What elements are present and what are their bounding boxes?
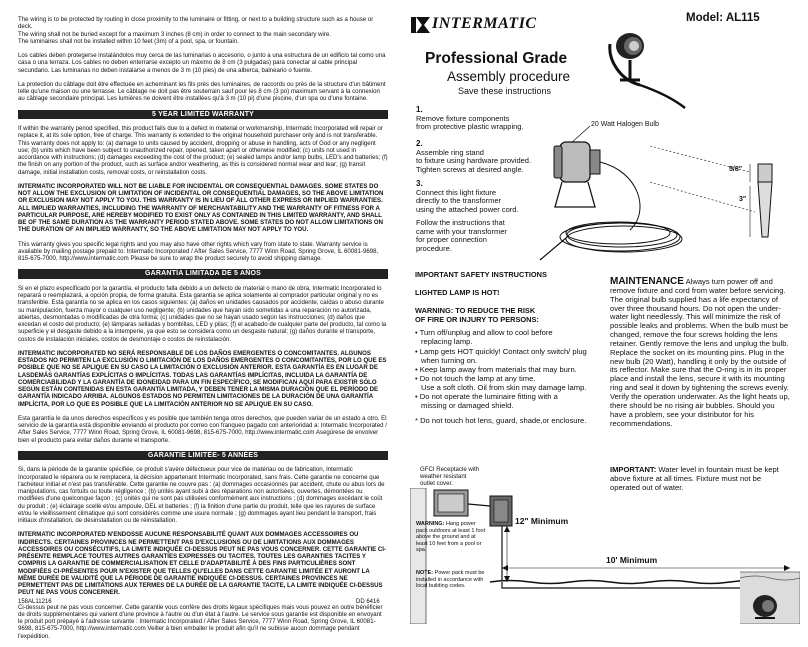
maintenance-body: Always turn power off and remove fixture and cord from water before servicing. The original bulb supplied has a life expectancy of over three thousand hours. Do not open the under-water light needlessly. This will minimize the risk of possible leaks and problems. When the bulb must be changed, remove the four screws holding the lens retainer. Gently remove the lens and unplug the bulb. Replace the socket on its mounting pins. Plug in the new bulb (20 Watt), handling it only by the outside of its reflector. Make sure that the O-ring is in its proper place and install the lens, secure it with its mounting ring and seal it down by tightening the screws evenly. Verify the operation underwater. As the light heats up, there should be no rising air bubbles. Should you have a problem, see your distributor for his recommendations. [610,277,790,428]
bulb-label: 20 Watt Halogen Bulb [591,121,659,128]
warranty-en-service: This warranty gives you specific legal rights and you may also have other rights which vary from state to state. Warranty service is available by mailing postage prepaid to: Intermatic Incorporated / After Sales Service, 7777 Winn Road, Spring Grove, IL 60081-9698, 815-675-7000, http://www.intermatic.com Please be sure to wrap the product securely to avoid shipping damage. [18,240,379,262]
assembly-diagram [500,112,800,262]
safety-last: * Do not touch hot lens, guard, shade,or enclosure. [415,416,587,426]
warranty-column [18,16,388,647]
important-heading: IMPORTANT: [610,465,657,474]
safety-list [415,328,601,410]
brand-name: INTERMATIC [432,15,537,32]
fixture-illustration [600,30,690,120]
gfci-label: GFCI Receptacle with weather resistant outlet cover. [420,466,480,488]
min-12-inch: 12" Minimum [515,516,569,526]
doc-code-right: DD 6416 [356,599,380,605]
dim-five-eighths: 5/8" [729,166,743,173]
maintenance-block [610,278,793,428]
step-1: 1. Remove fixture components from protective plastic wrapping. [416,105,524,132]
page-subtitle: Assembly procedure [447,69,571,84]
warranty-fr-service: Ci-dessus peut ne pas vous concerner. Cette garantie vous confère des droits légaux spécifiques mais vous pouvez en outre bénéficier de droits supplémentaires qui varient d'une province à l'autre ou d'un état à l'autre. Le service sous garantie est disponible en envoyant le produit port prépayé à l'adresse suivante : Intermatic Incorporated / After Sales Service, 7777 Winn Road, Spring Grove, IL 60081-9698, 815-675-7000, http://www.intermatic.com Veiller à bien emballer le produit afin qu'il ne subisse aucun dommage pendant l'expédition. [18,603,383,640]
intermatic-logo [410,14,560,36]
transformer-note: Follow the instructions that came with your transformer for proper connection procedure. [416,218,507,253]
warranty-es-body: Si en el plazo especificado por la garantía, el producto falla debido a un defecto de material o mano de obra, Intermatic Incorporated lo reparará o reemplazará, a opción propia, de forma gratuita. Esta garantía se aplica solamente al comprador particular original y no es transferible. Esta garantía no se aplica en los casos siguientes: (a) daños en unidades causados por accidente, caídas o abuso durante su manipulación, fuerza mayor o cualquier uso negligente; (b) unidades que hayan sido sometidas a una reparación no autorizada, abiertas, desmontadas o modificadas de otra forma; (c) unidades que no se hayan usado según las instrucciones; (d) daños que excedan el costo del producto; (e) lámparas selladas y bombillas, LED y pilas; (f) el acabado de cualquier parte del producto, tal como la superficie y el desgaste debido a la intemperie, ya que esto se considera como un desgaste natural; (g) daños durante el transporte, costos de instalación iniciales, costos de desmontaje o costos de reinstalación. [18,284,387,343]
save-instructions: Save these instructions [458,86,552,96]
safety-instructions [415,270,601,425]
model-number: Model: AL115 [686,12,760,24]
maintenance-heading: MAINTENANCE [610,276,684,287]
warranty-en-body: If within the warranty period specified, this product fails due to a defect in material or workmanship, Intermatic Incorporated will repair or replace it, at its sole option, free of charge. This warranty is extended to the original household purchaser only and is not transferable. This warranty does not apply to: (a) damage to units caused by accident, dropping or abuse in handling, acts of God or any negligent use; (b) units which have been subject to unauthorized repair, opened, taken apart or otherwise modified; (c) units not used in accordance with instructions; (d) damages exceeding the cost of the product; (e) sealed lamps and/or lamp bulbs, LED's and batteries; (f) the finish on any portion of the product, such as surface and/or weathering, as this is considered normal wear and tear; (g) transit damage, initial installation costs, removal costs, or reinstallation costs. [18,125,388,176]
warning-heading: WARNING: [416,521,445,527]
page-title: Professional Grade [425,50,568,67]
warning-body: Hang power pack outdoors at least 1 foot above the ground and at least 10 feet from a pool or spa. [416,521,486,554]
step-2: 2. Assemble ring stand to fixture using hardware provided. Tighten screws at desired angle. [416,139,532,174]
safety-item: • Keep lamp away from materials that may burn. [415,364,577,374]
power-pack-note [416,570,488,590]
warranty-es-service: Esta garantía le da unos derechos específicos y es posible que también tenga otros derechos, que pueden variar de un estado a otro. El servicio de la garantía está disponible enviando el producto por correo con franqueo pagado con anterioridad a: Intermatic Incorporated / After Sales Service, 7777 Winn Road, Spring Grove, IL 60081-9698, 815-675-7000, http://www.intermatic.com Asegúrese de envolver bien el producto para evitar daños durante el transporte. [18,414,387,444]
intro-french: La protection du câblage doit être effectuée en acheminant les fils près des luminaires, de raccords ou près de la structure d'un bâtiment telle qu'une maison ou une terrasse. Le câblage ne doit pas être souterrain sauf pour les 8 cm (3 po) maximum servant à la connexion au câblage secondaire principal. Les lumières ne doivent être installées qu'à 3 m (10 pi) d'une piscine, d'un spa ou d'une fontaine. [18,80,386,103]
warranty-en-liability: INTERMATIC INCORPORATED WILL NOT BE LIABLE FOR INCIDENTAL OR CONSEQUENTIAL DAMAGES. SOME STATES DO NOT ALLOW THE EXCLUSION OR LIMITATION OF INCIDENTAL OR CONSEQUENTIAL DAMAGES, SO THE ABOVE LIMITATION OR EXCLUSION MAY NOT APPLY TO YOU. THIS WARRANTY IS IN LIEU OF ALL OTHER EXPRESS OR IMPLIED WARRANTIES. ALL IMPLIED WARRANTIES, INCLUDING THE WARRANTY OF MERCHANTABILITY AND THE WARRANTY OF FITNESS FOR A PARTICULAR PURPOSE, ARE HEREBY MODIFIED TO EXIST ONLY AS CONTAINED IN THIS LIMITED WARRANTY, AND SHALL BE OF THE SAME DURATION AS THE WARRANTY PERIOD STATED ABOVE. SOME STATES DO NOT ALLOW LIMITATIONS ON THE DURATION OF AN IMPLIED WARRANTY, SO THE ABOVE LIMITATION MAY NOT APPLY TO YOU. [18,182,384,234]
intro-english: The wiring is to be protected by routing in close proximity to the luminaire or fitting, or next to a building structure such as a house or deck. The wiring shall not be buried except for a maximum 3 inches (8 cm) in order to connect to the main secondary wire. The luminaires shall not be installed within 10 feet (3m) of a pool, spa, or fountain. [18,16,374,45]
safety-item: • Do not operate the luminaire fitting with a missing or damaged shield. [415,392,558,411]
warranty-fr-liability: INTERMATIC INCORPORATED N'ENDOSSE AUCUNE RESPONSABILITÉ QUANT AUX DOMMAGES ACCESSOIRES OU INDIRECTS. CERTAINES PROVINCES NE PERMETTENT PAS D'EXCLUSIONS OU DE LIMITATIONS AUX DOMMAGES ACCESSOIRES OU CONSÉCUTIFS, LA LIMITE INDIQUÉE CI-DESSUS PEUT NE PAS VOUS CONCERNER. CETTE GARANTIE CI-PRÉSENTE REMPLACE TOUTES AUTRES GARANTIES EXPRESSES OU TACITES. TOUTES LES GARANTIES TACITES Y COMPRIS LA GARANTIE DE COMMERCIALISATION ET CELLE D'ADAPTABILITÉ À DES FINS PARTICULIÈRES SONT MODIFIÉES CI-PRÉSENTES POUR N'EXISTER QUE TELLES QU'ELLES DANS CETTE GARANTIE LIMITÉE ET AURONT LA MÊME DURÉE DE VALIDITÉ QUE LA PÉRIODE DE GARANTIE INDIQUÉE CI-DESSUS. CERTAINES PROVINCES NE PERMETTENT PAS DE LIMITATIONS AUX TERMES DE LA DURÉE DE LA GARANTIE TACITE, LA LIMITE INDIQUÉE CI-DESSUS PEUT NE PAS VOUS CONCERNER. [18,531,387,597]
warranty-fr-title: GARANTIE LIMITÉE- 5 ANNÉES [18,451,388,461]
important-body: Water level in fountain must be kept above fixture at all times. Fixture must not be operated out of water. [610,465,779,492]
intro-spanish: Los cables deben protegerse instalándolos muy cerca de las luminarias o accesorio, o junto a una estructura de un edificio tal como una casa o una terraza. Los cables no deben enterrarse excepto un máximo de 8 cm (3 pulgadas) para conectar al cable principal secundario. Las luminarias no deben instalarse a menos de 3 m (10 pies) de una alberca, balneario o fuente. [18,52,386,74]
fire-risk-warning: WARNING: TO REDUCE THE RISK OF FIRE OR INJURY TO PERSONS: [415,306,539,325]
hot-lamp-warning: LIGHTED LAMP IS HOT! [415,288,500,298]
note-heading: NOTE: [416,570,434,576]
safety-item: • Lamp gets HOT quickly! Contact only switch/ plug when turning on. [415,346,587,365]
doc-code-left: 158AL11216 [18,599,52,605]
installation-diagram [410,488,800,624]
note-body: Power pack must be installed in accordance with local building codes. [416,570,485,590]
warranty-fr-body: Si, dans la période de la garantie spécifiée, ce produit s'avère défectueux pour vice de matériau ou de fabrication, Intermatic Incorporated le réparera ou le remplacera, la décision appartenant Intermatic Incorporated, sans frais. Cette garantie ne concerne que l'acheteur initial et n'est pas transférable. Cette garantie ne couvre pas : (a) dommages occasionnés par accident, chute ou abus lors de manipulations, cas fortuits ou toute négligence ; (b) unités ayant subi à des réparations non autorisées, ouvertes, démontées ou modifiées d'une quelconque façon ; (c) unités qui ne sont pas utilisées conformément aux instructions ; (d) dommages excédant le coût du produit ; (e) éclairage scellé et/ou ampoule, DEL et batteries ; (f) la finition d'une partie du produit, telle que les rayures de surface et/ou le vieillissement climatique qui sont considérés comme une usure normale ; (g) dommages ayant lieu pendant le transport, frais initiaux d'installation, de désinstallation ou de réinstallation. [18,466,385,524]
warranty-es-liability: INTERMATIC INCORPORATED NO SERÁ RESPONSABLE DE LOS DAÑOS EMERGENTES O CONCOMITANTES. ALGUNOS ESTADOS NO PERMITEN LA EXCLUSIÓN O LIMITACIÓN DE LOS DAÑOS EMERGENTES O CONCOMITANTES, POR LO QUE ES POSIBLE QUE NO SE APLIQUE EN SU CASO LA LIMITACIÓN O EXCLUSIÓN ANTERIOR. ESTA GARANTÍA ES EN LUGAR DE LASDEMÁS GARANTÍAS EXPLÍCITAS O IMPLÍCITAS. TODAS LAS GARANTÍAS IMPLÍCITAS, INCLUIDA LA GARANTÍA DE COMERCIABILIDAD Y LA GARANTÍA DE IDONEIDAD PARA UN FIN ESPECÍFICO, SE MODIFICAN AQUÍ PARA EXISTIR SÓLO SEGÚN ESTÁN CONTENIDAS EN ESTA GARANTÍA LIMITADA, Y DEBEN TENER LA MISMA DURACIÓN QUE EL PERÍODO DE GARANTÍA INDICADO ARRIBA. ALGUNOS ESTADOS NO PERMITEN LIMITACIONES DE LA DURACIÓN DE UNA GARANTÍA IMPLÍCITA, POR LO QUE ES POSIBLE QUE LA LIMITACIÓN ANTERIOR NO SE APLIQUE EN SU CASO. [18,349,387,408]
power-pack-warning [416,521,488,554]
dim-three-inch: 3" [739,196,747,203]
safety-item: • Do not touch the lamp at any time. Use a soft cloth. Oil from skin may damage lamp. [415,373,587,392]
safety-title: IMPORTANT SAFETY INSTRUCTIONS [415,270,547,279]
safety-item: • Turn off/unplug and allow to cool before replacing lamp. [415,328,553,347]
warranty-en-title: 5 YEAR LIMITED WARRANTY [18,110,388,120]
intermatic-mark-icon [410,14,434,36]
step-3: 3. Connect this light fixture directly to the transformer using the attached power cord. [416,179,519,214]
min-10-foot: 10' Minimum [606,555,658,565]
warranty-es-title: GARANTÍA LIMITADA DE 5 AÑOS [18,269,388,279]
